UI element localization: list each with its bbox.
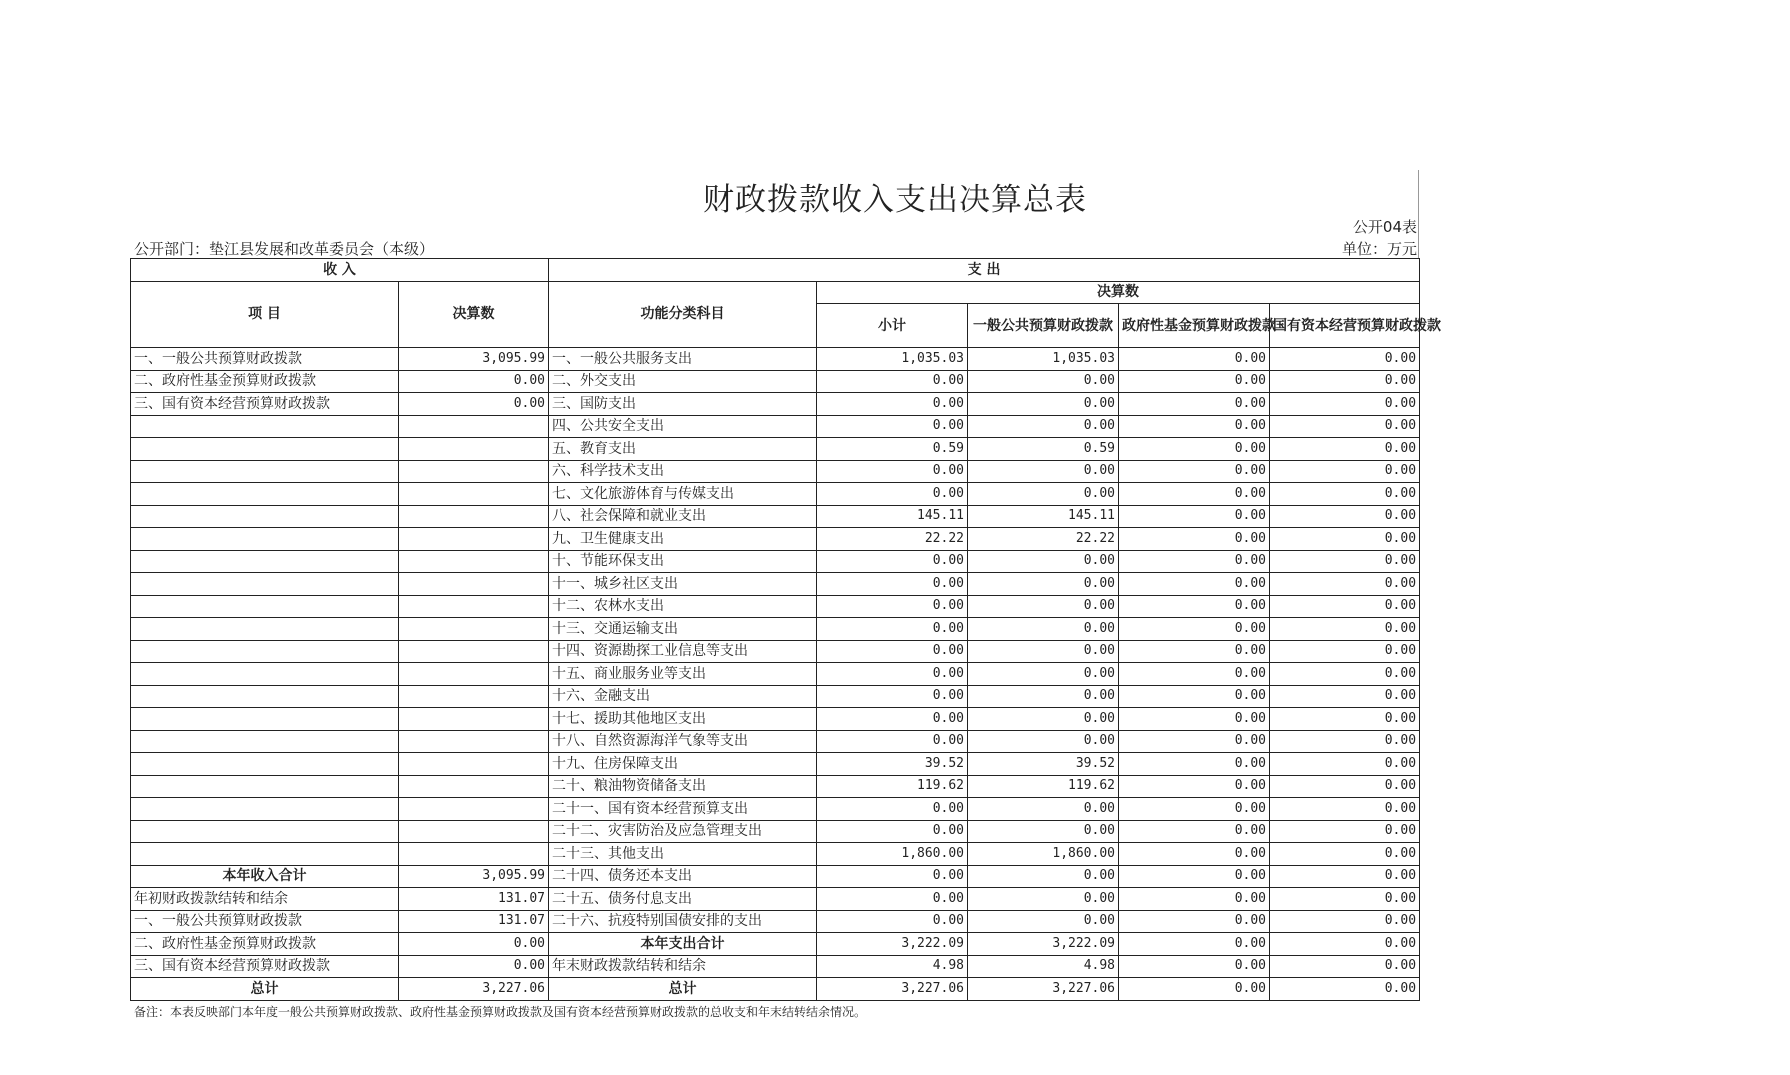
subtotal-cell: 0.00 [817, 460, 968, 483]
footnote: 备注：本表反映部门本年度一般公共预算财政拨款、政府性基金预算财政拨款及国有资本经营预算财政拨款的总收支和年末结转结余情况。 [134, 1005, 867, 1019]
subtotal-cell: 119.62 [817, 775, 968, 798]
income-item-cell [131, 730, 399, 753]
general-budget-cell: 0.00 [968, 910, 1119, 933]
table-row [131, 348, 1420, 371]
fund-budget-cell: 0.00 [1119, 798, 1270, 821]
table-code: 公开04表 [1352, 218, 1417, 236]
income-item-cell: 二、政府性基金预算财政拨款 [131, 933, 399, 956]
table-row [131, 460, 1420, 483]
expense-item-cell: 十一、城乡社区支出 [549, 573, 817, 596]
subtotal-cell: 0.00 [817, 618, 968, 641]
expense-item-cell: 二、外交支出 [549, 370, 817, 393]
expense-item-cell: 年末财政拨款结转和结余 [549, 955, 817, 978]
state-capital-cell: 0.00 [1270, 910, 1420, 933]
income-amount-cell: 131.07 [399, 910, 549, 933]
state-capital-cell: 0.00 [1270, 483, 1420, 506]
expense-item-cell: 二十五、债务付息支出 [549, 888, 817, 911]
general-budget-cell: 0.00 [968, 415, 1119, 438]
table-row [131, 685, 1420, 708]
table-row [131, 730, 1420, 753]
fund-budget-cell: 0.00 [1119, 505, 1270, 528]
expense-item-cell: 十、节能环保支出 [549, 550, 817, 573]
expense-item-cell: 八、社会保障和就业支出 [549, 505, 817, 528]
state-capital-cell: 0.00 [1270, 528, 1420, 551]
fund-budget-cell: 0.00 [1119, 640, 1270, 663]
income-amount-cell: 0.00 [399, 370, 549, 393]
income-item-cell [131, 573, 399, 596]
general-budget-cell: 1,860.00 [968, 843, 1119, 866]
expense-item-cell: 三、国防支出 [549, 393, 817, 416]
income-amount-cell [399, 460, 549, 483]
income-amount-cell [399, 753, 549, 776]
general-budget-cell: 119.62 [968, 775, 1119, 798]
fund-budget-cell: 0.00 [1119, 910, 1270, 933]
general-budget-cell: 0.00 [968, 460, 1119, 483]
fund-budget-cell: 0.00 [1119, 865, 1270, 888]
table-row [131, 550, 1420, 573]
table-row [131, 370, 1420, 393]
state-capital-cell: 0.00 [1270, 573, 1420, 596]
general-budget-cell: 0.00 [968, 618, 1119, 641]
general-budget-header: 一般公共预算财政拨款 [968, 304, 1119, 348]
income-amount-cell: 3,095.99 [399, 348, 549, 371]
final-amount-header: 决算数 [817, 281, 1420, 304]
table-row [131, 910, 1420, 933]
income-item-cell [131, 438, 399, 461]
income-amount-cell [399, 595, 549, 618]
expense-item-cell: 十三、交通运输支出 [549, 618, 817, 641]
general-budget-cell: 0.00 [968, 640, 1119, 663]
amount-header: 决算数 [399, 281, 549, 348]
subtotal-cell: 0.00 [817, 910, 968, 933]
expense-item-cell: 二十六、抗疫特别国债安排的支出 [549, 910, 817, 933]
fund-budget-cell: 0.00 [1119, 595, 1270, 618]
income-amount-cell [399, 505, 549, 528]
general-budget-cell: 0.00 [968, 483, 1119, 506]
general-budget-cell: 22.22 [968, 528, 1119, 551]
income-item-cell [131, 798, 399, 821]
table-row [131, 843, 1420, 866]
subtotal-cell: 0.00 [817, 415, 968, 438]
state-capital-cell: 0.00 [1270, 955, 1420, 978]
income-item-cell [131, 708, 399, 731]
income-amount-cell [399, 528, 549, 551]
income-amount-cell [399, 415, 549, 438]
income-amount-cell [399, 820, 549, 843]
expense-item-cell: 七、文化旅游体育与传媒支出 [549, 483, 817, 506]
table-row [131, 753, 1420, 776]
table-row [131, 438, 1420, 461]
income-item-cell [131, 820, 399, 843]
table-row [131, 933, 1420, 956]
income-amount-cell [399, 843, 549, 866]
subtotal-cell: 0.00 [817, 550, 968, 573]
fund-budget-cell: 0.00 [1119, 483, 1270, 506]
expense-item-cell: 九、卫生健康支出 [549, 528, 817, 551]
general-budget-cell: 0.00 [968, 730, 1119, 753]
state-capital-cell: 0.00 [1270, 798, 1420, 821]
general-budget-cell: 4.98 [968, 955, 1119, 978]
fund-budget-header: 政府性基金预算财政拨款 [1119, 304, 1270, 348]
fund-budget-cell: 0.00 [1119, 393, 1270, 416]
general-budget-cell: 0.00 [968, 798, 1119, 821]
expense-item-cell: 十四、资源勘探工业信息等支出 [549, 640, 817, 663]
subtotal-cell: 39.52 [817, 753, 968, 776]
expense-item-cell: 四、公共安全支出 [549, 415, 817, 438]
table-row [131, 483, 1420, 506]
income-amount-cell [399, 798, 549, 821]
subtotal-cell: 0.00 [817, 730, 968, 753]
table-row [131, 820, 1420, 843]
table-row [131, 708, 1420, 731]
state-capital-cell: 0.00 [1270, 393, 1420, 416]
fund-budget-cell: 0.00 [1119, 708, 1270, 731]
income-item-cell [131, 753, 399, 776]
fund-budget-cell: 0.00 [1119, 550, 1270, 573]
income-item-cell [131, 550, 399, 573]
unit-label: 单位：万元 [1341, 240, 1417, 258]
subtotal-cell: 4.98 [817, 955, 968, 978]
state-capital-cell: 0.00 [1270, 505, 1420, 528]
income-amount-cell: 131.07 [399, 888, 549, 911]
table-row [131, 618, 1420, 641]
income-item-cell [131, 618, 399, 641]
item-header: 项 目 [131, 281, 399, 348]
table-row [131, 505, 1420, 528]
subtotal-cell: 0.59 [817, 438, 968, 461]
state-capital-cell: 0.00 [1270, 685, 1420, 708]
fund-budget-cell: 0.00 [1119, 528, 1270, 551]
income-item-cell [131, 460, 399, 483]
income-item-cell: 三、国有资本经营预算财政拨款 [131, 393, 399, 416]
subtotal-cell: 0.00 [817, 798, 968, 821]
expense-item-cell: 本年支出合计 [549, 933, 817, 956]
state-capital-cell: 0.00 [1270, 775, 1420, 798]
expense-item-cell: 二十三、其他支出 [549, 843, 817, 866]
fund-budget-cell: 0.00 [1119, 573, 1270, 596]
state-capital-cell: 0.00 [1270, 708, 1420, 731]
income-item-cell [131, 483, 399, 506]
subtotal-cell: 0.00 [817, 483, 968, 506]
fund-budget-cell: 0.00 [1119, 775, 1270, 798]
state-capital-cell: 0.00 [1270, 933, 1420, 956]
expense-item-cell: 十七、援助其他地区支出 [549, 708, 817, 731]
general-budget-cell: 3,227.06 [968, 978, 1119, 1001]
subtotal-cell: 0.00 [817, 708, 968, 731]
expense-item-cell: 十八、自然资源海洋气象等支出 [549, 730, 817, 753]
subtotal-cell: 0.00 [817, 393, 968, 416]
income-item-cell [131, 685, 399, 708]
income-item-cell [131, 775, 399, 798]
subtotal-cell: 0.00 [817, 370, 968, 393]
income-amount-cell: 0.00 [399, 933, 549, 956]
fund-budget-cell: 0.00 [1119, 888, 1270, 911]
general-budget-cell: 0.00 [968, 865, 1119, 888]
table-row [131, 775, 1420, 798]
income-amount-cell: 0.00 [399, 393, 549, 416]
subtotal-cell: 0.00 [817, 595, 968, 618]
fund-budget-cell: 0.00 [1119, 438, 1270, 461]
income-amount-cell [399, 640, 549, 663]
subtotal-cell: 0.00 [817, 685, 968, 708]
table-row [131, 955, 1420, 978]
general-budget-cell: 1,035.03 [968, 348, 1119, 371]
state-capital-cell: 0.00 [1270, 978, 1420, 1001]
subtotal-cell: 1,860.00 [817, 843, 968, 866]
general-budget-cell: 0.00 [968, 573, 1119, 596]
subtotal-cell: 0.00 [817, 820, 968, 843]
general-budget-cell: 39.52 [968, 753, 1119, 776]
income-amount-cell [399, 618, 549, 641]
income-item-cell [131, 640, 399, 663]
income-amount-cell [399, 685, 549, 708]
state-capital-cell: 0.00 [1270, 415, 1420, 438]
subtotal-cell: 0.00 [817, 888, 968, 911]
general-budget-cell: 0.59 [968, 438, 1119, 461]
table-row [131, 888, 1420, 911]
subtotal-cell: 1,035.03 [817, 348, 968, 371]
expense-item-cell: 二十四、债务还本支出 [549, 865, 817, 888]
income-item-cell [131, 528, 399, 551]
state-capital-cell: 0.00 [1270, 370, 1420, 393]
fund-budget-cell: 0.00 [1119, 820, 1270, 843]
expense-item-cell: 十九、住房保障支出 [549, 753, 817, 776]
expense-item-cell: 总计 [549, 978, 817, 1001]
state-capital-cell: 0.00 [1270, 438, 1420, 461]
income-amount-cell [399, 708, 549, 731]
income-amount-cell [399, 438, 549, 461]
subtotal-cell: 22.22 [817, 528, 968, 551]
state-capital-cell: 0.00 [1270, 753, 1420, 776]
state-capital-cell: 0.00 [1270, 865, 1420, 888]
budget-table [130, 258, 1441, 1001]
income-item-cell: 一、一般公共预算财政拨款 [131, 348, 399, 371]
income-item-cell: 年初财政拨款结转和结余 [131, 888, 399, 911]
state-capital-cell: 0.00 [1270, 730, 1420, 753]
income-item-cell [131, 595, 399, 618]
general-budget-cell: 0.00 [968, 370, 1119, 393]
state-capital-cell: 0.00 [1270, 460, 1420, 483]
table-row [131, 865, 1420, 888]
expense-item-cell: 六、科学技术支出 [549, 460, 817, 483]
subtotal-cell: 0.00 [817, 663, 968, 686]
page-title: 财政拨款收入支出决算总表 [703, 182, 1087, 218]
income-amount-cell [399, 550, 549, 573]
subtotal-header: 小计 [817, 304, 968, 348]
fund-budget-cell: 0.00 [1119, 955, 1270, 978]
table-row [131, 528, 1420, 551]
expense-item-cell: 二十、粮油物资储备支出 [549, 775, 817, 798]
general-budget-cell: 0.00 [968, 820, 1119, 843]
state-capital-cell: 0.00 [1270, 843, 1420, 866]
income-amount-cell [399, 775, 549, 798]
general-budget-cell: 3,222.09 [968, 933, 1119, 956]
expense-item-cell: 十五、商业服务业等支出 [549, 663, 817, 686]
income-amount-cell [399, 730, 549, 753]
state-capital-cell: 0.00 [1270, 820, 1420, 843]
income-item-cell [131, 505, 399, 528]
income-item-cell: 一、一般公共预算财政拨款 [131, 910, 399, 933]
expense-item-cell: 一、一般公共服务支出 [549, 348, 817, 371]
subtotal-cell: 0.00 [817, 573, 968, 596]
fund-budget-cell: 0.00 [1119, 618, 1270, 641]
general-budget-cell: 0.00 [968, 888, 1119, 911]
subtotal-cell: 0.00 [817, 640, 968, 663]
state-capital-cell: 0.00 [1270, 888, 1420, 911]
income-item-cell: 三、国有资本经营预算财政拨款 [131, 955, 399, 978]
table-row [131, 978, 1420, 1001]
fund-budget-cell: 0.00 [1119, 843, 1270, 866]
income-amount-cell [399, 483, 549, 506]
fund-budget-cell: 0.00 [1119, 730, 1270, 753]
fund-budget-cell: 0.00 [1119, 978, 1270, 1001]
table-row [131, 663, 1420, 686]
income-amount-cell: 0.00 [399, 955, 549, 978]
state-capital-header: 国有资本经营预算财政拨款 [1270, 304, 1420, 348]
expense-item-cell: 十六、金融支出 [549, 685, 817, 708]
fund-budget-cell: 0.00 [1119, 348, 1270, 371]
fund-budget-cell: 0.00 [1119, 753, 1270, 776]
state-capital-cell: 0.00 [1270, 663, 1420, 686]
income-item-cell: 本年收入合计 [131, 865, 399, 888]
general-budget-cell: 0.00 [968, 685, 1119, 708]
table-row [131, 573, 1420, 596]
general-budget-cell: 0.00 [968, 595, 1119, 618]
expense-item-cell: 二十二、灾害防治及应急管理支出 [549, 820, 817, 843]
expense-header: 支 出 [549, 259, 1420, 282]
fund-budget-cell: 0.00 [1119, 370, 1270, 393]
fund-budget-cell: 0.00 [1119, 933, 1270, 956]
fund-budget-cell: 0.00 [1119, 663, 1270, 686]
table-row [131, 595, 1420, 618]
expense-item-cell: 二十一、国有资本经营预算支出 [549, 798, 817, 821]
table-row [131, 393, 1420, 416]
general-budget-cell: 0.00 [968, 663, 1119, 686]
expense-item-cell: 十二、农林水支出 [549, 595, 817, 618]
fund-budget-cell: 0.00 [1119, 460, 1270, 483]
fund-budget-cell: 0.00 [1119, 415, 1270, 438]
subtotal-cell: 3,222.09 [817, 933, 968, 956]
expense-item-cell: 五、教育支出 [549, 438, 817, 461]
table-row [131, 798, 1420, 821]
income-header: 收 入 [131, 259, 549, 282]
subtotal-cell: 145.11 [817, 505, 968, 528]
fund-budget-cell: 0.00 [1119, 685, 1270, 708]
subtotal-cell: 0.00 [817, 865, 968, 888]
general-budget-cell: 0.00 [968, 393, 1119, 416]
state-capital-cell: 0.00 [1270, 595, 1420, 618]
general-budget-cell: 0.00 [968, 708, 1119, 731]
department-label: 公开部门：垫江县发展和改革委员会（本级） [134, 240, 435, 258]
income-item-cell: 二、政府性基金预算财政拨款 [131, 370, 399, 393]
table-row [131, 415, 1420, 438]
income-amount-cell: 3,227.06 [399, 978, 549, 1001]
income-item-cell [131, 415, 399, 438]
income-amount-cell [399, 663, 549, 686]
income-item-cell [131, 663, 399, 686]
subtotal-cell: 3,227.06 [817, 978, 968, 1001]
income-item-cell: 总计 [131, 978, 399, 1001]
income-item-cell [131, 843, 399, 866]
table-row [131, 640, 1420, 663]
function-header: 功能分类科目 [549, 281, 817, 348]
divider [1418, 170, 1419, 258]
state-capital-cell: 0.00 [1270, 618, 1420, 641]
state-capital-cell: 0.00 [1270, 550, 1420, 573]
state-capital-cell: 0.00 [1270, 640, 1420, 663]
general-budget-cell: 0.00 [968, 550, 1119, 573]
state-capital-cell: 0.00 [1270, 348, 1420, 371]
income-amount-cell: 3,095.99 [399, 865, 549, 888]
general-budget-cell: 145.11 [968, 505, 1119, 528]
income-amount-cell [399, 573, 549, 596]
